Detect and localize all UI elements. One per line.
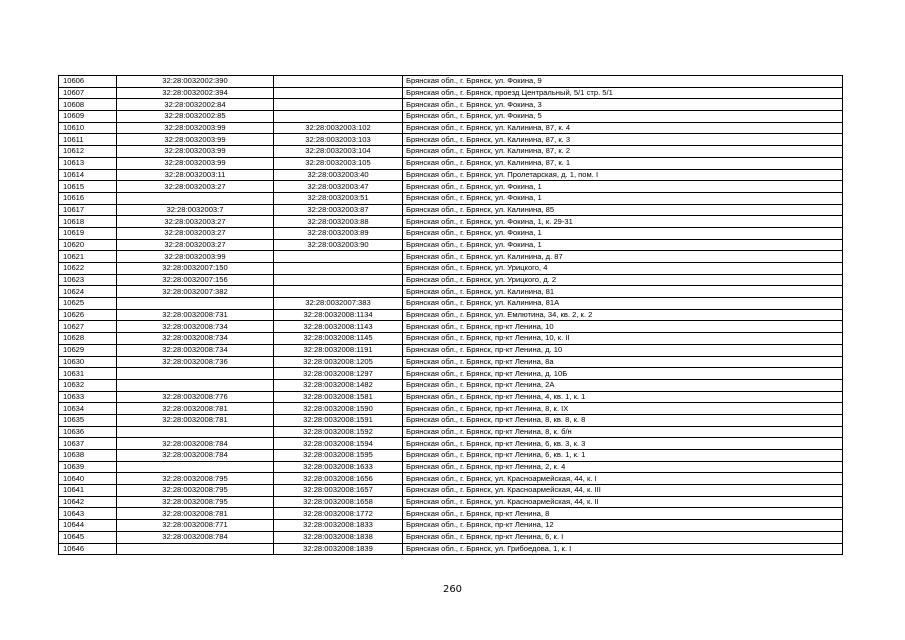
table-row [59, 216, 843, 228]
land-plot-cadastral-cell: 32:28:0032008:734 [117, 344, 274, 356]
land-plot-cadastral-cell: 32:28:0032007:156 [117, 274, 274, 286]
table-row [59, 344, 843, 356]
land-plot-cadastral-cell [117, 379, 274, 391]
object-cadastral-cell: 32:28:0032008:1772 [274, 508, 403, 520]
row-number-cell: 10631 [59, 368, 117, 380]
land-plot-cadastral-cell: 32:28:0032008:784 [117, 438, 274, 450]
object-cadastral-cell: 32:28:0032008:1205 [274, 356, 403, 368]
table-row [59, 426, 843, 438]
table-row [59, 543, 843, 555]
row-number-cell: 10627 [59, 321, 117, 333]
object-cadastral-cell: 32:28:0032008:1191 [274, 344, 403, 356]
table-row [59, 146, 843, 158]
table-row [59, 333, 843, 345]
table-row [59, 87, 843, 99]
address-cell: Брянская обл., г. Брянск, пр-кт Ленина, 2А [403, 379, 843, 391]
row-number-cell: 10642 [59, 496, 117, 508]
table-row [59, 368, 843, 380]
row-number-cell: 10628 [59, 333, 117, 345]
row-number-cell: 10630 [59, 356, 117, 368]
row-number-cell: 10621 [59, 251, 117, 263]
land-plot-cadastral-cell: 32:28:0032008:734 [117, 333, 274, 345]
address-cell: Брянская обл., г. Брянск, ул. Калинина, 87, к. 4 [403, 122, 843, 134]
row-number-cell: 10610 [59, 122, 117, 134]
row-number-cell: 10614 [59, 169, 117, 181]
table-row [59, 286, 843, 298]
land-plot-cadastral-cell: 32:28:0032008:781 [117, 414, 274, 426]
row-number-cell: 10616 [59, 192, 117, 204]
object-cadastral-cell: 32:28:0032008:1145 [274, 333, 403, 345]
row-number-cell: 10645 [59, 531, 117, 543]
row-number-cell: 10638 [59, 450, 117, 462]
object-cadastral-cell: 32:28:0032007:383 [274, 298, 403, 310]
address-cell: Брянская обл., г. Брянск, ул. Урицкого, д. 2 [403, 274, 843, 286]
land-plot-cadastral-cell [117, 298, 274, 310]
address-cell: Брянская обл., г. Брянск, пр-кт Ленина, 4, кв. 1, к. 1 [403, 391, 843, 403]
object-cadastral-cell: 32:28:0032003:51 [274, 192, 403, 204]
address-cell: Брянская обл., г. Брянск, пр-кт Ленина, д. 10 [403, 344, 843, 356]
address-cell: Брянская обл., г. Брянск, ул. Красноармейская, 44, к. I [403, 473, 843, 485]
row-number-cell: 10640 [59, 473, 117, 485]
address-cell: Брянская обл., г. Брянск, ул. Фокина, 1 [403, 181, 843, 193]
address-cell: Брянская обл., г. Брянск, пр-кт Ленина, 8, кв. 8, к. 8 [403, 414, 843, 426]
land-plot-cadastral-cell: 32:28:0032008:795 [117, 485, 274, 497]
land-plot-cadastral-cell: 32:28:0032007:150 [117, 263, 274, 275]
table-row [59, 473, 843, 485]
table-row [59, 438, 843, 450]
address-cell: Брянская обл., г. Брянск, пр-кт Ленина, 8, к. IX [403, 403, 843, 415]
table-row [59, 99, 843, 111]
land-plot-cadastral-cell [117, 426, 274, 438]
land-plot-cadastral-cell: 32:28:0032003:99 [117, 146, 274, 158]
land-plot-cadastral-cell: 32:28:0032002:84 [117, 99, 274, 111]
land-plot-cadastral-cell: 32:28:0032008:784 [117, 531, 274, 543]
address-cell: Брянская обл., г. Брянск, проезд Центральный, 5/1 стр. 5/1 [403, 87, 843, 99]
object-cadastral-cell: 32:28:0032008:1297 [274, 368, 403, 380]
land-plot-cadastral-cell: 32:28:0032008:776 [117, 391, 274, 403]
object-cadastral-cell: 32:28:0032008:1591 [274, 414, 403, 426]
address-cell: Брянская обл., г. Брянск, ул. Фокина, 5 [403, 111, 843, 123]
address-cell: Брянская обл., г. Брянск, пр-кт Ленина, д. 10Б [403, 368, 843, 380]
object-cadastral-cell: 32:28:0032008:1594 [274, 438, 403, 450]
row-number-cell: 10622 [59, 263, 117, 275]
address-cell: Брянская обл., г. Брянск, ул. Калинина, 87, к. 3 [403, 134, 843, 146]
address-cell: Брянская обл., г. Брянск, пр-кт Ленина, 6, кв. 3, к. 3 [403, 438, 843, 450]
object-cadastral-cell: 32:28:0032008:1658 [274, 496, 403, 508]
table-row [59, 520, 843, 532]
object-cadastral-cell: 32:28:0032008:1657 [274, 485, 403, 497]
row-number-cell: 10623 [59, 274, 117, 286]
table-row [59, 263, 843, 275]
table-row [59, 356, 843, 368]
table-row [59, 251, 843, 263]
address-cell: Брянская обл., г. Брянск, ул. Грибоедова, 1, к. I [403, 543, 843, 555]
row-number-cell: 10633 [59, 391, 117, 403]
table-row [59, 239, 843, 251]
address-cell: Брянская обл., г. Брянск, ул. Фокина, 1 [403, 192, 843, 204]
object-cadastral-cell: 32:28:0032008:1590 [274, 403, 403, 415]
object-cadastral-cell: 32:28:0032003:105 [274, 157, 403, 169]
land-plot-cadastral-cell: 32:28:0032003:27 [117, 216, 274, 228]
object-cadastral-cell: 32:28:0032008:1482 [274, 379, 403, 391]
table-row [59, 508, 843, 520]
address-cell: Брянская обл., г. Брянск, ул. Фокина, 9 [403, 76, 843, 88]
table-row [59, 391, 843, 403]
object-cadastral-cell [274, 76, 403, 88]
land-plot-cadastral-cell: 32:28:0032008:781 [117, 403, 274, 415]
table-row [59, 204, 843, 216]
object-cadastral-cell: 32:28:0032003:89 [274, 227, 403, 239]
row-number-cell: 10620 [59, 239, 117, 251]
object-cadastral-cell: 32:28:0032008:1143 [274, 321, 403, 333]
land-plot-cadastral-cell: 32:28:0032003:11 [117, 169, 274, 181]
object-cadastral-cell: 32:28:0032008:1633 [274, 461, 403, 473]
address-cell: Брянская обл., г. Брянск, пр-кт Ленина, 2, к. 4 [403, 461, 843, 473]
address-cell: Брянская обл., г. Брянск, ул. Калинина, 81А [403, 298, 843, 310]
object-cadastral-cell: 32:28:0032003:90 [274, 239, 403, 251]
land-plot-cadastral-cell: 32:28:0032003:99 [117, 122, 274, 134]
table-row [59, 485, 843, 497]
table-row [59, 181, 843, 193]
row-number-cell: 10626 [59, 309, 117, 321]
land-plot-cadastral-cell: 32:28:0032007:382 [117, 286, 274, 298]
land-plot-cadastral-cell [117, 368, 274, 380]
object-cadastral-cell: 32:28:0032003:88 [274, 216, 403, 228]
land-plot-cadastral-cell: 32:28:0032003:27 [117, 181, 274, 193]
land-plot-cadastral-cell [117, 192, 274, 204]
object-cadastral-cell: 32:28:0032008:1595 [274, 450, 403, 462]
address-cell: Брянская обл., г. Брянск, ул. Пролетарская, д. 1, пом. I [403, 169, 843, 181]
row-number-cell: 10641 [59, 485, 117, 497]
address-cell: Брянская обл., г. Брянск, ул. Фокина, 1 [403, 227, 843, 239]
object-cadastral-cell: 32:28:0032008:1838 [274, 531, 403, 543]
address-cell: Брянская обл., г. Брянск, ул. Фокина, 1, к. 29-31 [403, 216, 843, 228]
land-plot-cadastral-cell: 32:28:0032008:731 [117, 309, 274, 321]
object-cadastral-cell: 32:28:0032008:1656 [274, 473, 403, 485]
land-plot-cadastral-cell [117, 461, 274, 473]
address-cell: Брянская обл., г. Брянск, ул. Калинина, 81 [403, 286, 843, 298]
row-number-cell: 10615 [59, 181, 117, 193]
address-cell: Брянская обл., г. Брянск, пр-кт Ленина, 8, к. б/н [403, 426, 843, 438]
table-row [59, 76, 843, 88]
row-number-cell: 10612 [59, 146, 117, 158]
row-number-cell: 10625 [59, 298, 117, 310]
land-plot-cadastral-cell: 32:28:0032008:771 [117, 520, 274, 532]
address-cell: Брянская обл., г. Брянск, пр-кт Ленина, 8 [403, 508, 843, 520]
row-number-cell: 10619 [59, 227, 117, 239]
table-row [59, 461, 843, 473]
table-row [59, 122, 843, 134]
table-row [59, 309, 843, 321]
table-row [59, 379, 843, 391]
row-number-cell: 10617 [59, 204, 117, 216]
object-cadastral-cell: 32:28:0032008:1134 [274, 309, 403, 321]
land-plot-cadastral-cell: 32:28:0032003:99 [117, 157, 274, 169]
address-cell: Брянская обл., г. Брянск, ул. Емлютина, 34, кв. 2, к. 2 [403, 309, 843, 321]
land-plot-cadastral-cell: 32:28:0032008:784 [117, 450, 274, 462]
address-cell: Брянская обл., г. Брянск, пр-кт Ленина, 10 [403, 321, 843, 333]
land-plot-cadastral-cell: 32:28:0032003:7 [117, 204, 274, 216]
land-plot-cadastral-cell: 32:28:0032008:734 [117, 321, 274, 333]
table-row [59, 111, 843, 123]
object-cadastral-cell [274, 251, 403, 263]
row-number-cell: 10643 [59, 508, 117, 520]
table-row [59, 403, 843, 415]
object-cadastral-cell: 32:28:0032003:104 [274, 146, 403, 158]
object-cadastral-cell: 32:28:0032003:87 [274, 204, 403, 216]
table-row [59, 227, 843, 239]
row-number-cell: 10611 [59, 134, 117, 146]
row-number-cell: 10613 [59, 157, 117, 169]
row-number-cell: 10639 [59, 461, 117, 473]
table-row [59, 134, 843, 146]
row-number-cell: 10637 [59, 438, 117, 450]
object-cadastral-cell [274, 99, 403, 111]
table-row [59, 192, 843, 204]
row-number-cell: 10629 [59, 344, 117, 356]
row-number-cell: 10646 [59, 543, 117, 555]
object-cadastral-cell: 32:28:0032003:40 [274, 169, 403, 181]
object-cadastral-cell: 32:28:0032003:103 [274, 134, 403, 146]
row-number-cell: 10609 [59, 111, 117, 123]
object-cadastral-cell: 32:28:0032008:1833 [274, 520, 403, 532]
table-row [59, 450, 843, 462]
page-number: 260 [442, 584, 463, 595]
row-number-cell: 10618 [59, 216, 117, 228]
row-number-cell: 10636 [59, 426, 117, 438]
land-plot-cadastral-cell: 32:28:0032008:736 [117, 356, 274, 368]
land-plot-cadastral-cell: 32:28:0032003:27 [117, 239, 274, 251]
land-plot-cadastral-cell: 32:28:0032002:85 [117, 111, 274, 123]
address-cell: Брянская обл., г. Брянск, ул. Калинина, 87, к. 2 [403, 146, 843, 158]
table-row [59, 298, 843, 310]
address-cell: Брянская обл., г. Брянск, ул. Фокина, 3 [403, 99, 843, 111]
object-cadastral-cell [274, 263, 403, 275]
object-cadastral-cell [274, 111, 403, 123]
table-row [59, 531, 843, 543]
row-number-cell: 10624 [59, 286, 117, 298]
land-plot-cadastral-cell: 32:28:0032003:27 [117, 227, 274, 239]
object-cadastral-cell: 32:28:0032008:1592 [274, 426, 403, 438]
object-cadastral-cell: 32:28:0032003:102 [274, 122, 403, 134]
object-cadastral-cell [274, 274, 403, 286]
land-plot-cadastral-cell: 32:28:0032002:390 [117, 76, 274, 88]
address-cell: Брянская обл., г. Брянск, ул. Калинина, 85 [403, 204, 843, 216]
table-row [59, 274, 843, 286]
table-row [59, 414, 843, 426]
object-cadastral-cell: 32:28:0032008:1839 [274, 543, 403, 555]
address-cell: Брянская обл., г. Брянск, пр-кт Ленина, 6, кв. 1, к. 1 [403, 450, 843, 462]
land-plot-cadastral-cell: 32:28:0032008:781 [117, 508, 274, 520]
row-number-cell: 10606 [59, 76, 117, 88]
address-cell: Брянская обл., г. Брянск, ул. Урицкого, 4 [403, 263, 843, 275]
address-cell: Брянская обл., г. Брянск, ул. Красноармейская, 44, к. II [403, 496, 843, 508]
registry-table [58, 75, 843, 555]
address-cell: Брянская обл., г. Брянск, ул. Фокина, 1 [403, 239, 843, 251]
row-number-cell: 10644 [59, 520, 117, 532]
land-plot-cadastral-cell: 32:28:0032003:99 [117, 134, 274, 146]
land-plot-cadastral-cell: 32:28:0032003:99 [117, 251, 274, 263]
land-plot-cadastral-cell: 32:28:0032002:394 [117, 87, 274, 99]
address-cell: Брянская обл., г. Брянск, пр-кт Ленина, 8а [403, 356, 843, 368]
object-cadastral-cell: 32:28:0032003:47 [274, 181, 403, 193]
object-cadastral-cell [274, 87, 403, 99]
address-cell: Брянская обл., г. Брянск, пр-кт Ленина, 10, к. II [403, 333, 843, 345]
land-plot-cadastral-cell: 32:28:0032008:795 [117, 473, 274, 485]
row-number-cell: 10607 [59, 87, 117, 99]
object-cadastral-cell [274, 286, 403, 298]
object-cadastral-cell: 32:28:0032008:1581 [274, 391, 403, 403]
table-row [59, 321, 843, 333]
row-number-cell: 10632 [59, 379, 117, 391]
table-row [59, 169, 843, 181]
address-cell: Брянская обл., г. Брянск, ул. Калинина, д. 87 [403, 251, 843, 263]
address-cell: Брянская обл., г. Брянск, пр-кт Ленина, 6, к. I [403, 531, 843, 543]
table-row [59, 157, 843, 169]
registry-table-body [59, 76, 843, 555]
row-number-cell: 10635 [59, 414, 117, 426]
address-cell: Брянская обл., г. Брянск, пр-кт Ленина, 12 [403, 520, 843, 532]
table-row [59, 496, 843, 508]
land-plot-cadastral-cell [117, 543, 274, 555]
row-number-cell: 10608 [59, 99, 117, 111]
address-cell: Брянская обл., г. Брянск, ул. Красноармейская, 44, к. III [403, 485, 843, 497]
land-plot-cadastral-cell: 32:28:0032008:795 [117, 496, 274, 508]
row-number-cell: 10634 [59, 403, 117, 415]
address-cell: Брянская обл., г. Брянск, ул. Калинина, 87, к. 1 [403, 157, 843, 169]
